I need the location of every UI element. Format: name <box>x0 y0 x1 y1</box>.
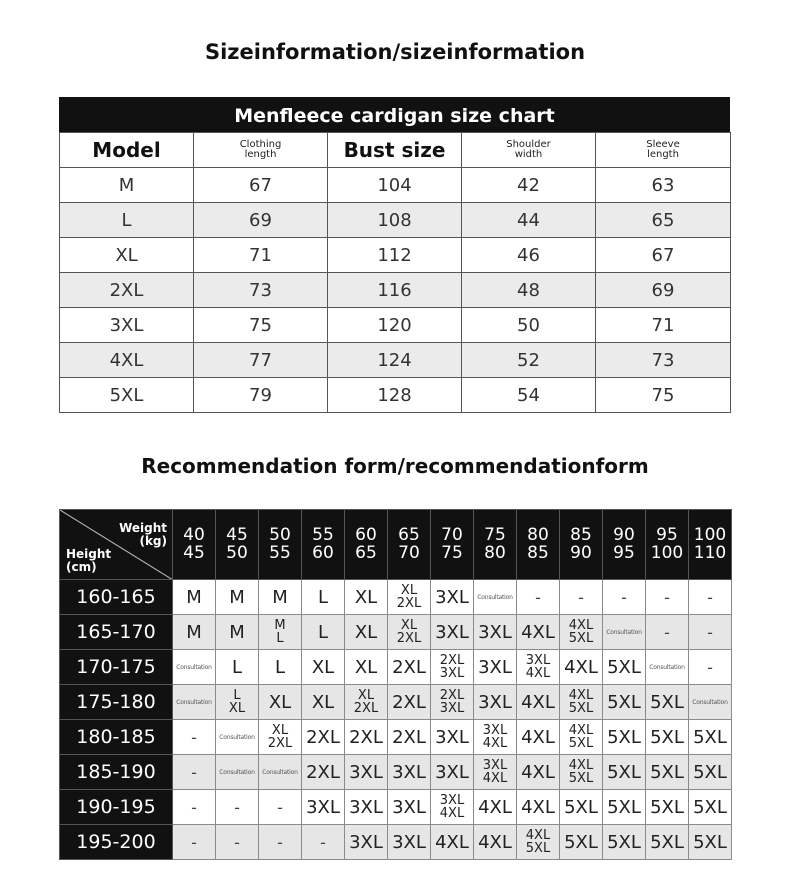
recommendation-cell: 5XL <box>646 755 689 790</box>
recommendation-cell: - <box>517 580 560 615</box>
weight-column-header: 85 90 <box>560 510 603 580</box>
recommendation-cell: Consultation <box>474 580 517 615</box>
recommendation-cell: XL <box>302 685 345 720</box>
height-row <box>60 580 732 615</box>
weight-column-header: 45 50 <box>216 510 259 580</box>
recommendation-cell: 5XL <box>603 685 646 720</box>
recommendation-cell: XL 2XL <box>388 580 431 615</box>
size-value-cell: 44 <box>462 203 596 238</box>
weight-column-header: 70 75 <box>431 510 474 580</box>
recommendation-cell: 5XL <box>646 825 689 860</box>
size-chart-title: Menfleece cardigan size chart <box>59 97 730 132</box>
recommendation-cell: L <box>216 650 259 685</box>
recommendation-cell: 5XL <box>689 825 732 860</box>
recommendation-cell: - <box>259 825 302 860</box>
height-row <box>60 790 732 825</box>
height-range-label: 175-180 <box>60 685 173 720</box>
column-header-clothing-length: Clothing length <box>194 133 328 168</box>
recommendation-cell: 3XL <box>474 650 517 685</box>
column-header-sleeve-length: Sleeve length <box>596 133 731 168</box>
recommendation-cell: 4XL 5XL <box>560 685 603 720</box>
recommendation-cell: 5XL <box>560 790 603 825</box>
recommendation-cell: XL 2XL <box>388 615 431 650</box>
height-range-label: 195-200 <box>60 825 173 860</box>
recommendation-cell: 5XL <box>689 720 732 755</box>
recommendation-cell: 4XL <box>474 825 517 860</box>
recommendation-cell: - <box>560 580 603 615</box>
recommendation-cell: - <box>259 790 302 825</box>
recommendation-chart <box>59 509 732 860</box>
size-value-cell: 69 <box>596 273 731 308</box>
size-row <box>60 238 731 273</box>
size-model-cell: XL <box>60 238 194 273</box>
recommendation-cell: - <box>173 755 216 790</box>
height-row <box>60 650 732 685</box>
height-row <box>60 720 732 755</box>
size-value-cell: 69 <box>194 203 328 238</box>
recommendation-cell: 2XL <box>388 685 431 720</box>
recommendation-cell: XL <box>345 650 388 685</box>
weight-axis-label: Weight (kg) <box>119 521 167 549</box>
recommendation-cell: 3XL 4XL <box>474 755 517 790</box>
recommendation-cell: 3XL <box>388 790 431 825</box>
recommendation-cell: Consultation <box>646 650 689 685</box>
recommendation-cell: 3XL <box>388 825 431 860</box>
size-value-cell: 54 <box>462 378 596 413</box>
recommendation-cell: L XL <box>216 685 259 720</box>
size-value-cell: 75 <box>596 378 731 413</box>
recommendation-header-row <box>60 510 732 580</box>
recommendation-cell: Consultation <box>173 650 216 685</box>
size-value-cell: 73 <box>596 343 731 378</box>
weight-column-header: 90 95 <box>603 510 646 580</box>
recommendation-cell: 5XL <box>689 790 732 825</box>
recommendation-cell: Consultation <box>603 615 646 650</box>
recommendation-cell: 3XL <box>431 720 474 755</box>
height-axis-label: Height (cm) <box>66 547 112 575</box>
size-value-cell: 46 <box>462 238 596 273</box>
recommendation-cell: - <box>646 580 689 615</box>
size-value-cell: 63 <box>596 168 731 203</box>
size-model-cell: 2XL <box>60 273 194 308</box>
weight-column-header: 65 70 <box>388 510 431 580</box>
size-value-cell: 77 <box>194 343 328 378</box>
recommendation-cell: M <box>216 615 259 650</box>
height-row <box>60 825 732 860</box>
column-header-shoulder-width: Shoulder width <box>462 133 596 168</box>
size-model-cell: 3XL <box>60 308 194 343</box>
recommendation-cell: 3XL <box>345 755 388 790</box>
recommendation-cell: 4XL <box>517 615 560 650</box>
table-corner-cell <box>60 510 173 580</box>
recommendation-cell: 2XL <box>345 720 388 755</box>
recommendation-cell: 3XL 4XL <box>517 650 560 685</box>
weight-column-header: 60 65 <box>345 510 388 580</box>
size-value-cell: 79 <box>194 378 328 413</box>
weight-column-header: 80 85 <box>517 510 560 580</box>
recommendation-cell: - <box>216 825 259 860</box>
recommendation-cell: 3XL 4XL <box>474 720 517 755</box>
size-information-heading: Sizeinformation/sizeinformation <box>204 40 586 64</box>
size-model-cell: M <box>60 168 194 203</box>
size-model-cell: 4XL <box>60 343 194 378</box>
recommendation-cell: Consultation <box>173 685 216 720</box>
recommendation-cell: - <box>216 790 259 825</box>
recommendation-cell: 5XL <box>603 720 646 755</box>
recommendation-cell: - <box>689 580 732 615</box>
recommendation-cell: - <box>173 720 216 755</box>
size-value-cell: 120 <box>328 308 462 343</box>
recommendation-cell: 4XL 5XL <box>560 720 603 755</box>
recommendation-cell: XL <box>345 615 388 650</box>
size-model-cell: L <box>60 203 194 238</box>
recommendation-cell: XL <box>302 650 345 685</box>
size-value-cell: 71 <box>596 308 731 343</box>
recommendation-cell: 2XL <box>388 720 431 755</box>
recommendation-cell: - <box>603 580 646 615</box>
recommendation-cell: 4XL <box>517 755 560 790</box>
recommendation-table <box>59 509 732 860</box>
recommendation-cell: 5XL <box>646 720 689 755</box>
size-value-cell: 128 <box>328 378 462 413</box>
size-value-cell: 75 <box>194 308 328 343</box>
recommendation-cell: L <box>302 615 345 650</box>
recommendation-cell: XL 2XL <box>345 685 388 720</box>
size-value-cell: 67 <box>194 168 328 203</box>
size-chart-table <box>59 132 731 413</box>
recommendation-cell: 5XL <box>646 685 689 720</box>
height-range-label: 180-185 <box>60 720 173 755</box>
size-value-cell: 42 <box>462 168 596 203</box>
size-value-cell: 65 <box>596 203 731 238</box>
size-value-cell: 71 <box>194 238 328 273</box>
recommendation-cell: 3XL <box>474 615 517 650</box>
size-row <box>60 343 731 378</box>
recommendation-cell: M <box>173 615 216 650</box>
height-row <box>60 755 732 790</box>
recommendation-cell: 3XL <box>474 685 517 720</box>
recommendation-cell: L <box>259 650 302 685</box>
size-row <box>60 168 731 203</box>
recommendation-cell: M <box>216 580 259 615</box>
recommendation-cell: L <box>302 580 345 615</box>
recommendation-cell: 3XL <box>345 790 388 825</box>
recommendation-cell: Consultation <box>259 755 302 790</box>
weight-column-header: 50 55 <box>259 510 302 580</box>
recommendation-cell: 2XL <box>302 755 345 790</box>
size-value-cell: 112 <box>328 238 462 273</box>
recommendation-cell: 5XL <box>603 825 646 860</box>
weight-column-header: 55 60 <box>302 510 345 580</box>
size-value-cell: 52 <box>462 343 596 378</box>
recommendation-cell: - <box>689 615 732 650</box>
recommendation-cell: 5XL <box>560 825 603 860</box>
recommendation-cell: M <box>173 580 216 615</box>
recommendation-cell: 4XL <box>560 650 603 685</box>
recommendation-cell: 3XL <box>345 825 388 860</box>
recommendation-cell: - <box>173 825 216 860</box>
height-range-label: 160-165 <box>60 580 173 615</box>
recommendation-cell: 2XL <box>302 720 345 755</box>
height-row <box>60 615 732 650</box>
recommendation-cell: 3XL <box>388 755 431 790</box>
recommendation-cell: 2XL <box>388 650 431 685</box>
recommendation-cell: 4XL <box>517 790 560 825</box>
recommendation-cell: 3XL <box>431 615 474 650</box>
recommendation-cell: 3XL 4XL <box>431 790 474 825</box>
weight-column-header: 100 110 <box>689 510 732 580</box>
recommendation-cell: 3XL <box>302 790 345 825</box>
recommendation-cell: 5XL <box>603 790 646 825</box>
column-header-model: Model <box>60 133 194 168</box>
column-header-bust-size: Bust size <box>328 133 462 168</box>
size-value-cell: 73 <box>194 273 328 308</box>
size-row <box>60 308 731 343</box>
recommendation-cell: 2XL 3XL <box>431 650 474 685</box>
size-value-cell: 50 <box>462 308 596 343</box>
height-row <box>60 685 732 720</box>
recommendation-cell: 3XL <box>431 755 474 790</box>
recommendation-cell: 3XL <box>431 580 474 615</box>
size-value-cell: 124 <box>328 343 462 378</box>
recommendation-cell: M L <box>259 615 302 650</box>
recommendation-cell: 4XL <box>517 685 560 720</box>
height-range-label: 185-190 <box>60 755 173 790</box>
recommendation-cell: - <box>302 825 345 860</box>
size-model-cell: 5XL <box>60 378 194 413</box>
recommendation-cell: 5XL <box>646 790 689 825</box>
weight-column-header: 75 80 <box>474 510 517 580</box>
recommendation-cell: 4XL 5XL <box>517 825 560 860</box>
recommendation-cell: 5XL <box>689 755 732 790</box>
recommendation-cell: 2XL 3XL <box>431 685 474 720</box>
size-value-cell: 108 <box>328 203 462 238</box>
recommendation-cell: 5XL <box>603 755 646 790</box>
recommendation-cell: 5XL <box>603 650 646 685</box>
recommendation-cell: - <box>173 790 216 825</box>
size-row <box>60 203 731 238</box>
height-range-label: 165-170 <box>60 615 173 650</box>
recommendation-cell: M <box>259 580 302 615</box>
recommendation-cell: Consultation <box>216 755 259 790</box>
recommendation-cell: 4XL 5XL <box>560 615 603 650</box>
recommendation-cell: XL <box>345 580 388 615</box>
size-row <box>60 273 731 308</box>
height-range-label: 170-175 <box>60 650 173 685</box>
recommendation-cell: Consultation <box>689 685 732 720</box>
recommendation-cell: - <box>646 615 689 650</box>
recommendation-cell: 4XL <box>474 790 517 825</box>
recommendation-heading: Recommendation form/recommendationform <box>141 454 649 478</box>
size-chart <box>59 97 730 413</box>
height-range-label: 190-195 <box>60 790 173 825</box>
recommendation-cell: 4XL 5XL <box>560 755 603 790</box>
recommendation-cell: XL <box>259 685 302 720</box>
recommendation-cell: 4XL <box>517 720 560 755</box>
recommendation-cell: Consultation <box>216 720 259 755</box>
recommendation-cell: 4XL <box>431 825 474 860</box>
recommendation-cell: - <box>689 650 732 685</box>
size-value-cell: 67 <box>596 238 731 273</box>
recommendation-cell: XL 2XL <box>259 720 302 755</box>
size-chart-header-row <box>60 133 731 168</box>
size-value-cell: 116 <box>328 273 462 308</box>
size-row <box>60 378 731 413</box>
size-value-cell: 48 <box>462 273 596 308</box>
size-value-cell: 104 <box>328 168 462 203</box>
weight-column-header: 40 45 <box>173 510 216 580</box>
weight-column-header: 95 100 <box>646 510 689 580</box>
